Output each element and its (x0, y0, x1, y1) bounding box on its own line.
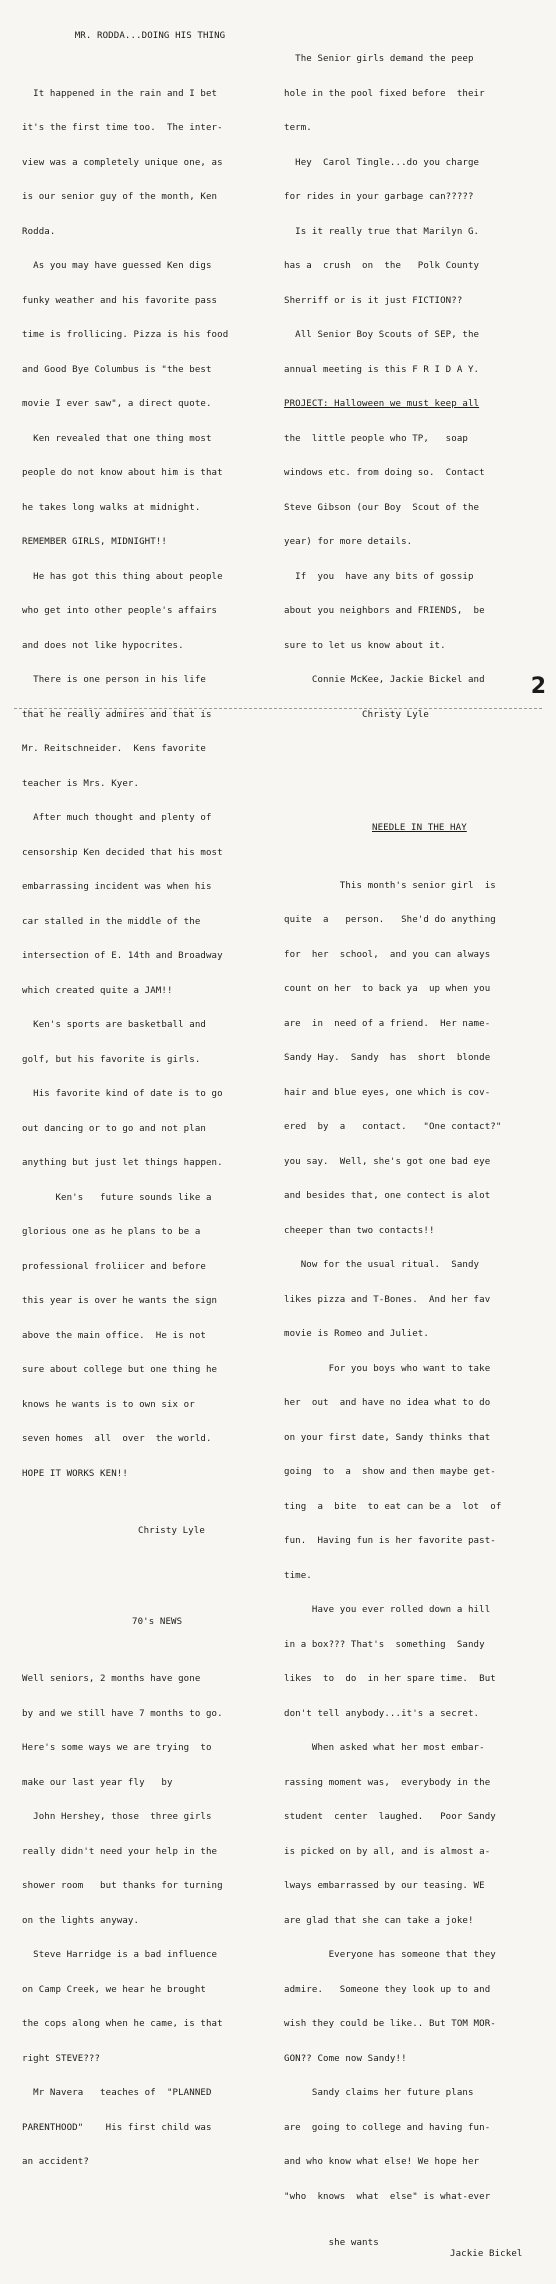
news-title: 70's NEWS (132, 1616, 183, 1627)
article-line: professional froliicer and before (22, 1261, 206, 1272)
needle-line: student center laughed. Poor Sandy (284, 1812, 496, 1822)
needle-title: NEEDLE IN THE HAY (372, 823, 467, 833)
needle-line: Sandy Hay. Sandy has short blonde (284, 1053, 491, 1063)
gossip-line: If you have any bits of gossip (284, 571, 474, 582)
article-line: Rodda. (22, 226, 56, 237)
article-line: time is frollicing. Pizza is his food (22, 330, 229, 340)
needle-line: on your first date, Sandy thinks that (284, 1432, 491, 1443)
needle-line: for her school, and you can always (284, 949, 491, 960)
needle-line: Now for the usual ritual. Sandy (284, 1260, 480, 1270)
gossip-line: year) for more details. (284, 537, 413, 547)
gossip-line: Connie McKee, Jackie Bickel and (284, 675, 485, 685)
page-number: 2 (530, 674, 546, 699)
article-byline: Christy Lyle (138, 1526, 205, 1536)
gossip-line: about you neighbors and FRIENDS, be (284, 606, 485, 616)
gossip-line: term. (284, 123, 312, 133)
article-line: and does not like hypocrites. (22, 640, 184, 651)
needle-line: going to a show and then maybe get- (284, 1467, 496, 1477)
needle-line: "who knows what else" is what-ever (284, 2191, 491, 2202)
needle-line: likes pizza and T-Bones. And her fav (284, 1294, 491, 1305)
article-line: it's the first time too. The inter- (22, 123, 223, 133)
needle-line: count on her to back ya up when you (284, 984, 491, 994)
needle-line: is picked on by all, and is almost a- (284, 1846, 491, 1857)
article-line: REMEMBER GIRLS, MIDNIGHT!! (22, 537, 167, 547)
article-line: is our senior guy of the month, Ken (22, 192, 218, 202)
needle-line: Sandy claims her future plans (284, 2088, 474, 2098)
news-line: Well seniors, 2 months have gone (22, 1674, 201, 1684)
needle-line: movie is Romeo and Juliet. (284, 1329, 429, 1339)
needle-line: cheeper than two contacts!! (284, 1225, 435, 1236)
article-line: knows he wants is to own six or (22, 1399, 195, 1410)
gossip-line: Steve Gibson (our Boy Scout of the (284, 502, 480, 513)
article-line: intersection of E. 14th and Broadway (22, 951, 223, 961)
article-line: which created quite a JAM!! (22, 985, 173, 996)
needle-line: wish they could be like.. But TOM MOR- (284, 2019, 496, 2029)
article-line: Ken revealed that one thing most (22, 433, 212, 444)
gossip-line: hole in the pool fixed before their (284, 88, 485, 99)
news-line: really didn't need your help in the (22, 1846, 218, 1857)
needle-line: rassing moment was, everybody in the (284, 1777, 491, 1788)
needle-byline: Jackie Bickel (450, 2249, 523, 2259)
article-line: he takes long walks at midnight. (22, 502, 201, 513)
needle-line: fun. Having fun is her favorite past- (284, 1536, 496, 1546)
article-line: As you may have guessed Ken digs (22, 261, 212, 271)
needle-line: and besides that, one contect is alot (284, 1191, 491, 1201)
needle-line: Everyone has someone that they (284, 1950, 496, 1960)
needle-line: don't tell anybody...it's a secret. (284, 1708, 480, 1719)
needle-line: When asked what her most embar- (284, 1743, 485, 1753)
article-line: It happened in the rain and I bet (22, 88, 218, 99)
needle-line: quite a person. She'd do anything (284, 915, 496, 925)
news-line: by and we still have 7 months to go. (22, 1708, 223, 1719)
gossip-line: the little people who TP, soap (284, 433, 468, 444)
gossip-line: Christy Lyle (284, 709, 429, 720)
needle-line: and who know what else! We hope her (284, 2157, 480, 2167)
needle-line: in a box??? That's something Sandy (284, 1639, 485, 1650)
gossip-line: Sherriff or is it just FICTION?? (284, 295, 463, 306)
news-line: on Camp Creek, we hear he brought (22, 1984, 206, 1995)
needle-line: ting a bite to eat can be a lot of (284, 1501, 502, 1512)
news-line: the cops along when he came, is that (22, 2019, 223, 2029)
needle-line: Have you ever rolled down a hill (284, 1605, 491, 1615)
needle-line: time. (284, 1570, 312, 1581)
gossip-line: Hey Carol Tingle...do you charge (284, 157, 480, 168)
article-line: that he really admires and that is (22, 709, 212, 720)
needle-body (284, 858, 536, 2261)
article-line: There is one person in his life (22, 675, 206, 685)
news-line: shower room but thanks for turning (22, 1881, 223, 1891)
needle-line: she wants (328, 2237, 379, 2248)
gossip-line: Is it really true that Marilyn G. (284, 226, 480, 237)
article-line: censorship Ken decided that his most (22, 847, 223, 858)
gossip-line: The Senior girls demand the peep (284, 54, 474, 64)
article-body (22, 66, 278, 1504)
gossip-line: annual meeting is this F R I D A Y. (284, 364, 480, 375)
article-line: this year is over he wants the sign (22, 1296, 218, 1306)
article-line: car stalled in the middle of the (22, 916, 201, 927)
article-line: Ken's sports are basketball and (22, 1020, 206, 1030)
article-line: teacher is Mrs. Kyer. (22, 778, 140, 789)
news-line: make our last year fly by (22, 1777, 173, 1788)
needle-line: admire. Someone they look up to and (284, 1984, 491, 1995)
news-line: right STEVE??? (22, 2053, 101, 2064)
article-line: golf, but his favorite is girls. (22, 1054, 201, 1065)
right-column (284, 8, 536, 2284)
article-line: movie I ever saw", a direct quote. (22, 399, 212, 409)
gossip-line: windows etc. from doing so. Contact (284, 468, 485, 478)
article-line: out dancing or to go and not plan (22, 1123, 206, 1134)
needle-line: ered by a contact. "One contact?" (284, 1122, 502, 1132)
needle-line: For you boys who want to take (284, 1363, 491, 1374)
gossip-line: has a crush on the Polk County (284, 261, 480, 271)
needle-line: you say. Well, she's got one bad eye (284, 1156, 491, 1167)
article-line: Mr. Reitschneider. Kens favorite (22, 744, 206, 754)
article-line: funky weather and his favorite pass (22, 295, 218, 306)
article-line: view was a completely unique one, as (22, 157, 223, 168)
gossip-line: sure to let us know about it. (284, 640, 446, 651)
gossip-line: PROJECT: Halloween we must keep all (284, 399, 480, 409)
news-line: an accident? (22, 2157, 89, 2167)
article-line: seven homes all over the world. (22, 1434, 212, 1444)
article-line: who get into other people's affairs (22, 606, 218, 616)
news-line: on the lights anyway. (22, 1915, 140, 1926)
news-line: Mr Navera teaches of "PLANNED (22, 2088, 212, 2098)
article-line: glorious one as he plans to be a (22, 1227, 201, 1237)
article-line: Ken's future sounds like a (22, 1192, 212, 1203)
article-line: people do not know about him is that (22, 468, 223, 478)
needle-line: This month's senior girl is (284, 880, 496, 891)
needle-line: hair and blue eyes, one which is cov- (284, 1087, 491, 1098)
gossip-body (284, 31, 536, 744)
needle-line: her out and have no idea what to do (284, 1398, 491, 1408)
needle-line: GON?? Come now Sandy!! (284, 2053, 407, 2064)
article-line: and Good Bye Columbus is "the best (22, 364, 212, 375)
news-line: John Hershey, those three girls (22, 1812, 212, 1822)
news-line: PARENTHOOD" His first child was (22, 2122, 212, 2133)
article-line: His favorite kind of date is to go (22, 1089, 223, 1099)
needle-line: lways embarrassed by our teasing. WE (284, 1881, 485, 1891)
needle-line: are going to college and having fun- (284, 2122, 491, 2133)
article-line: After much thought and plenty of (22, 813, 212, 823)
article-line: anything but just let things happen. (22, 1158, 223, 1168)
news-body (22, 1651, 278, 2192)
needle-line: are glad that she can take a joke! (284, 1915, 474, 1926)
news-line: Steve Harridge is a bad influence (22, 1950, 218, 1960)
left-column (22, 8, 278, 2215)
needle-line: are in need of a friend. Her name- (284, 1018, 491, 1029)
gossip-line: All Senior Boy Scouts of SEP, the (284, 330, 480, 340)
article-title: MR. RODDA...DOING HIS THING (74, 31, 226, 41)
article-line: embarrassing incident was when his (22, 882, 212, 892)
article-line: He has got this thing about people (22, 571, 223, 582)
article-line: HOPE IT WORKS KEN!! (22, 1468, 128, 1479)
page-bottom-rule (14, 708, 542, 709)
needle-line: likes to do in her spare time. But (284, 1674, 496, 1684)
gossip-line: for rides in your garbage can????? (284, 192, 474, 202)
article-line: above the main office. He is not (22, 1330, 206, 1341)
news-line: Here's some ways we are trying to (22, 1743, 212, 1753)
article-line: sure about college but one thing he (22, 1365, 218, 1375)
